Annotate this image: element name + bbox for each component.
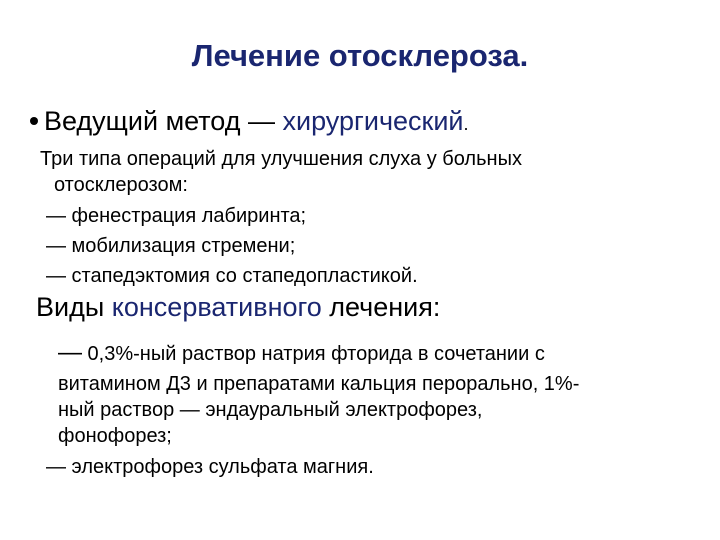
conservative-heading-highlight: консервативного <box>111 292 322 322</box>
page-title: Лечение отосклероза. <box>191 38 529 73</box>
conservative-item1-line4: фонофорез; <box>58 425 172 447</box>
conservative-item1-line1 <box>58 340 545 367</box>
operations-intro-line1: Три типа операций для улучшения слуха у больных <box>40 148 522 170</box>
operations-intro-line2: отосклерозом: <box>54 174 188 196</box>
conservative-item1-line2: витамином Д3 и препаратами кальция перорально, 1%- <box>58 373 580 395</box>
conservative-item2: — электрофорез сульфата магния. <box>46 456 374 478</box>
operation-item-mobilization: — мобилизация стремени; <box>46 235 296 257</box>
conservative-heading-suffix: лечения: <box>321 292 441 322</box>
leading-method-highlight: хирургический <box>282 106 464 136</box>
leading-method-prefix: Ведущий метод — <box>44 106 283 136</box>
leading-method-period: . <box>463 114 469 134</box>
conservative-item1-line3: ный раствор — эндауральный электрофорез, <box>58 399 483 421</box>
conservative-heading <box>36 290 440 324</box>
conservative-item1-line1-text: 0,3%-ный раствор натрия фторида в сочетании с <box>82 343 545 365</box>
bullet-leading-method <box>30 104 469 141</box>
bullet-dot-icon <box>30 117 38 125</box>
operation-item-stapedectomy: — стапедэктомия со стапедопластикой. <box>46 265 418 287</box>
conservative-item1-dash: — <box>58 339 82 366</box>
operation-item-fenestration: — фенестрация лабиринта; <box>46 205 307 227</box>
conservative-heading-prefix: Виды <box>36 292 112 322</box>
